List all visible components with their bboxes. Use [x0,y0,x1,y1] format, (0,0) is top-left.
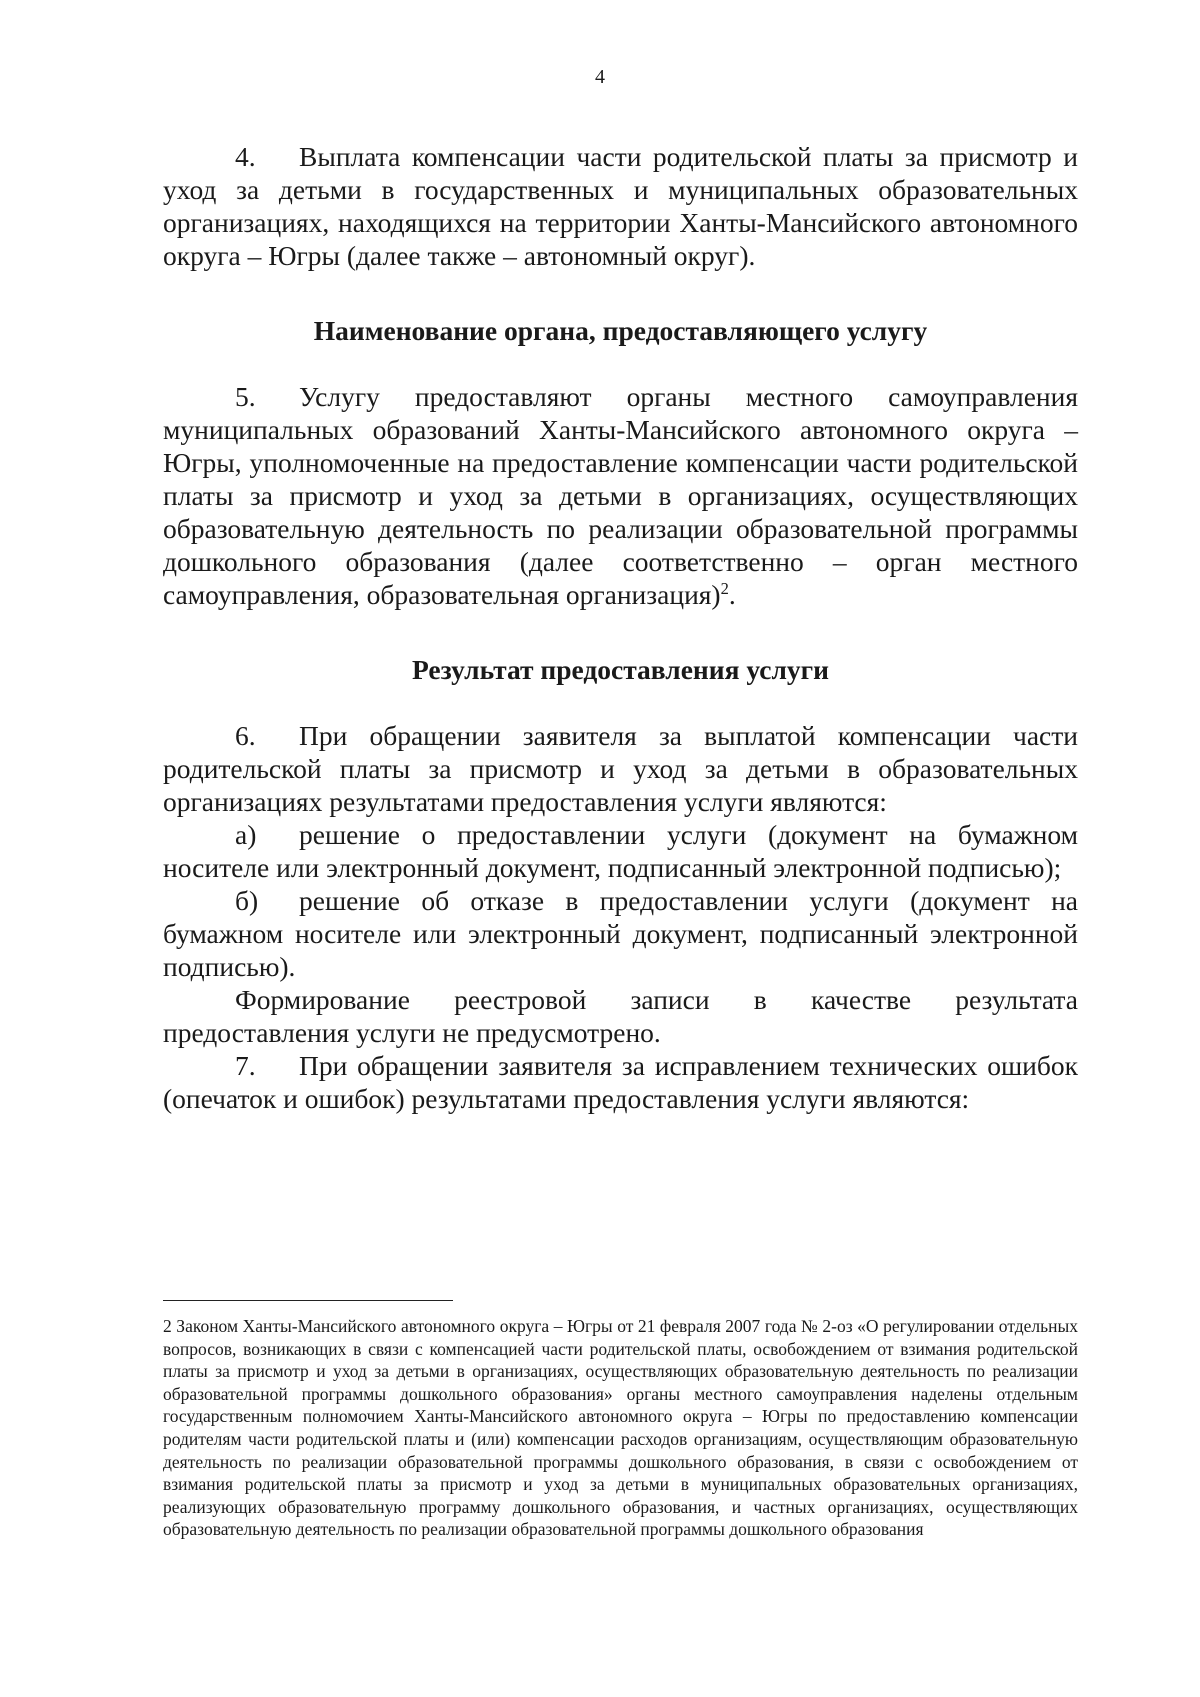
item-number: 5. [235,381,256,412]
item-number: а) [235,819,257,850]
paragraph-item-6 [163,719,1078,818]
footnote-divider [163,1300,453,1301]
item-number: б) [235,885,259,916]
item-text: решение об отказе в предоставлении услуги (документ на бумажном носителе или электронный документ, подписанный электронной подписью). [163,885,1078,982]
item-text: Выплата компенсации части родительской платы за присмотр и уход за детьми в государственных и муниципальных образовательных организациях, находящихся на территории Ханты-Мансийского автономного округа – Югры (далее также – автономный округ). [163,141,1078,271]
paragraph-item-7 [163,1049,1078,1115]
document-body [163,140,1078,1115]
paragraph-item-6b [163,884,1078,983]
footnote [163,1315,1078,1541]
item-number: 7. [235,1050,256,1081]
item-text: При обращении заявителя за выплатой компенсации части родительской платы за присмотр и уход за детьми в образовательных организациях результатами предоставления услуги являются: [163,720,1078,817]
item-end: . [728,579,736,610]
paragraph-item-4 [163,140,1078,272]
footnote-reference: 2 [720,578,729,598]
item-text: При обращении заявителя за исправлением технических ошибок (опечаток и ошибок) результатами предоставления услуги являются: [163,1050,1078,1114]
paragraph-item-6a [163,818,1078,884]
footnote-number: 2 [163,1316,172,1336]
paragraph-registry: Формирование реестровой записи в качестве результата предоставления услуги не предусмотрено. [163,984,1078,1048]
item-text: решение о предоставлении услуги (документ на бумажном носителе или электронный документ, подписанный электронной подписью); [163,819,1078,883]
paragraph-item-5 [163,380,1078,611]
section-heading-result: Результат предоставления услуги [412,654,829,685]
footnote-text: Законом Ханты-Мансийского автономного округа – Югры от 21 февраля 2007 года № 2-оз «О регулировании отдельных вопросов, возникающих в связи с компенсацией части родительской платы, освобождением от взимания родительской платы за присмотр и уход за детьми в организациях, осуществляющих образовательную деятельность по реализации образовательной программы дошкольного образования» органы местного самоуправления наделены отдельным государственным полномочием Ханты-Мансийского автономного округа – Югры по предоставлению компенсации родителям части родительской платы и (или) компенсации расходов организациям, осуществляющим образовательную деятельность по реализации образовательной программы дошкольного образования, в связи с освобождением от взимания родительской платы за присмотр и уход за детьми в муниципальных образовательных организациях, реализующих образовательную программу дошкольного образования, и частных организациях, осуществляющих образовательную деятельность по реализации образовательной программы дошкольного образования [163,1316,1079,1540]
section-heading-authority: Наименование органа, предоставляющего услугу [313,315,928,346]
page-number: 4 [595,66,605,88]
item-text: Услугу предоставляют органы местного самоуправления муниципальных образований Ханты-Мансийского автономного округа – Югры, уполномоченные на предоставление компенсации части родительской платы за присмотр и уход за детьми в организациях, осуществляющих образовательную деятельность по реализации образовательной программы дошкольного образования (далее соответственно – орган местного самоуправления, образовательная организация) [163,381,1078,610]
item-number: 4. [235,141,256,172]
item-number: 6. [235,720,256,751]
